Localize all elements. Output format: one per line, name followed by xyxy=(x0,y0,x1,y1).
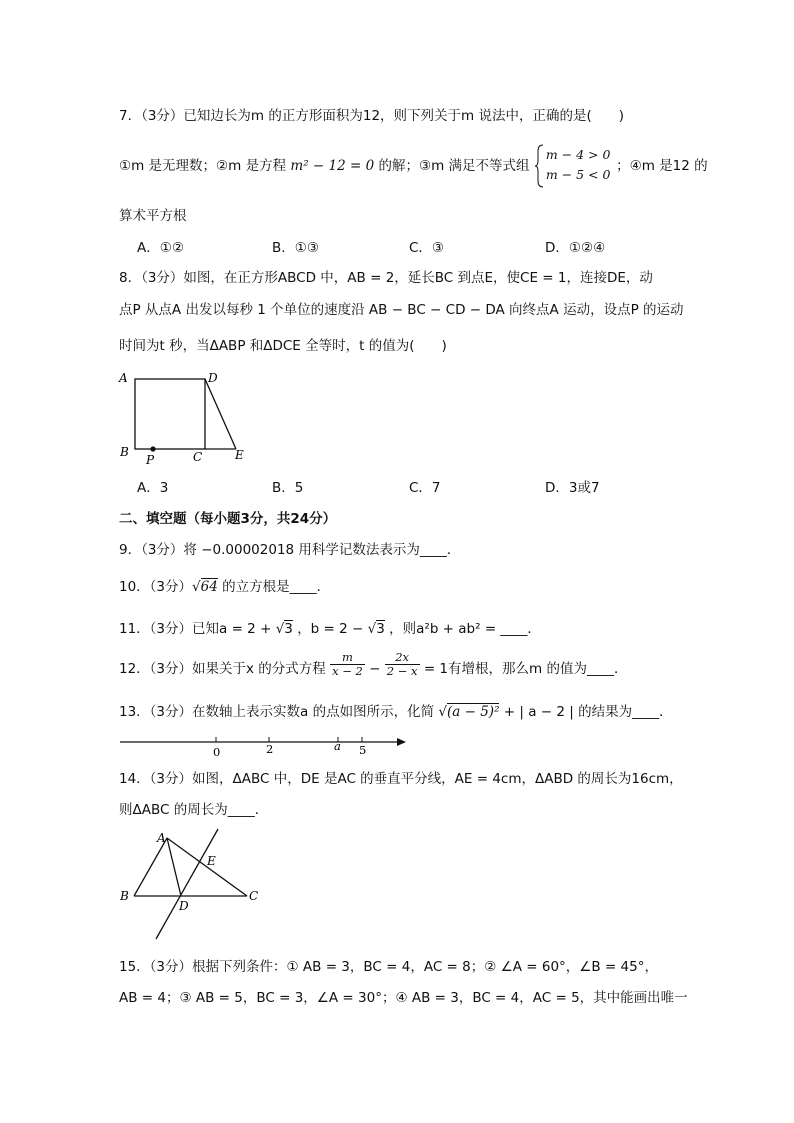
tick-2: 2 xyxy=(266,742,274,756)
q15-line-2: AB = 4；③ AB = 5，BC = 3，∠A = 30°；④ AB = 3，BC = 4，AC = 5，其中能画出唯一 xyxy=(119,990,688,1006)
q8-option-a: A．3 xyxy=(137,480,169,496)
q7-statement-end: 算术平方根 xyxy=(119,208,187,224)
inequality-1: m − 4 > 0 xyxy=(545,147,611,162)
label-A: A xyxy=(157,831,166,845)
tick-a: a xyxy=(334,739,341,753)
label-B: B xyxy=(120,445,129,459)
label-A: A xyxy=(119,371,128,385)
label-E: E xyxy=(207,854,216,868)
label-P: P xyxy=(146,453,155,467)
q13-radicand: (a − 5)² xyxy=(447,704,500,720)
q7-stem: 7．（3分）已知边长为m 的正方形面积为12，则下列关于m 说法中，正确的是( ) xyxy=(119,108,625,124)
label-B: B xyxy=(120,889,129,903)
q7-equation: m² − 12 = 0 xyxy=(290,158,375,174)
q8-square-figure xyxy=(112,368,282,468)
label-E: E xyxy=(235,448,244,462)
section-2-heading: 二、填空题（每小题3分，共24分） xyxy=(119,511,337,527)
q7-option-a: A．①② xyxy=(137,240,184,256)
q12-line: 12．（3分）如果关于x 的分式方程 $\frac{m}{x - 2}$ − $\frac{2x}{2 - x}$ = 1有增根，那么m 的值为____． xyxy=(119,649,628,678)
label-D: D xyxy=(208,371,218,385)
q13-line: 13．（3分）在数轴上表示实数a 的点如图所示，化简 √(a − 5)² + | a − 2 | 的结果为____． xyxy=(119,704,673,720)
q14-line-2: 则ΔABC 的周长为____． xyxy=(119,802,269,818)
fraction-1: $\frac{m}{x - 2}$ xyxy=(332,649,363,678)
inequality-2: m − 5 < 0 xyxy=(545,167,611,182)
q10-radicand: 64 xyxy=(200,579,218,595)
q8-option-d: D．3或7 xyxy=(545,480,600,496)
q8-line-3: 时间为t 秒，当ΔABP 和ΔDCE 全等时，t 的值为( ) xyxy=(119,338,447,354)
q15-line-1: 15．（3分）根据下列条件：① AB = 3，BC = 4，AC = 8；② ∠A = 60°，∠B = 45°， xyxy=(119,959,658,975)
brace-icon xyxy=(534,144,544,188)
q14-triangle-figure xyxy=(115,826,275,946)
q8-option-b: B．5 xyxy=(272,480,304,496)
tick-5: 5 xyxy=(359,743,367,757)
q14-line-1: 14．（3分）如图，ΔABC 中，DE 是AC 的垂直平分线，AE = 4cm，ΔABD 的周长为16cm， xyxy=(119,771,683,787)
q10-line: 10．（3分）√64 的立方根是____． xyxy=(119,579,331,595)
inequality-system xyxy=(534,147,612,182)
fraction-2: $\frac{2x}{2 - x}$ xyxy=(386,649,418,678)
label-C: C xyxy=(193,450,203,464)
q11-radicand-2: 3 xyxy=(376,621,385,637)
q9-line: 9．（3分）将 −0.00002018 用科学记数法表示为____． xyxy=(119,542,461,558)
q11-radicand-1: 3 xyxy=(284,621,293,637)
label-D: D xyxy=(179,899,189,913)
sqrt-symbol: √ xyxy=(192,579,201,595)
q7-option-b: B．①③ xyxy=(272,240,319,256)
label-C: C xyxy=(249,889,259,903)
number-line-figure xyxy=(118,732,418,762)
q7-option-c: C．③ xyxy=(409,240,445,256)
q7-statements: ①m 是无理数；②m 是方程 m² − 12 = 0 的解；③m 满足不等式组 m − 4 > 0 m − 5 < 0 ；④m 是12 的 xyxy=(119,157,708,175)
q11-line: 11．（3分）已知a = 2 + √3 ，b = 2 − √3 ，则a²b + ab² = ____． xyxy=(119,621,541,637)
q8-line-2: 点P 从点A 出发以每秒 1 个单位的速度沿 AB − BC − CD − DA 向终点A 运动，设点P 的运动 xyxy=(119,302,684,318)
tick-0: 0 xyxy=(213,745,221,759)
q7-option-d: D．①②④ xyxy=(545,240,606,256)
q8-option-c: C．7 xyxy=(409,480,441,496)
q8-line-1: 8．（3分）如图，在正方形ABCD 中，AB = 2，延长BC 到点E，使CE = 1，连接DE，动 xyxy=(119,270,653,286)
